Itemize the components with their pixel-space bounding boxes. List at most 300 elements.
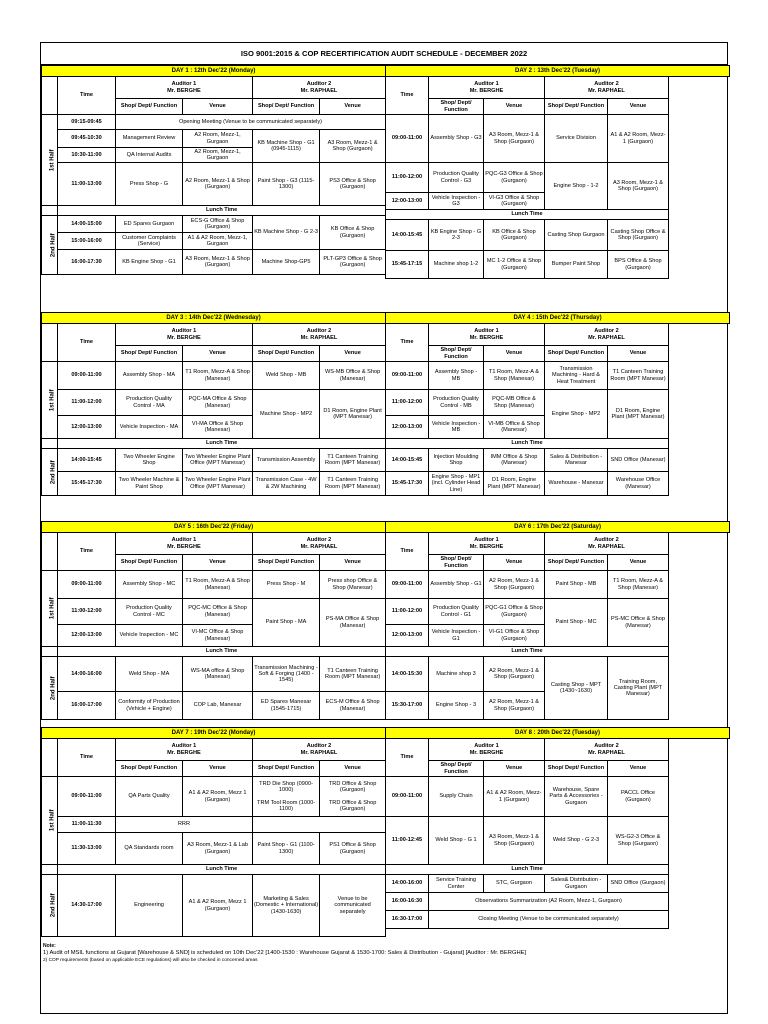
auditor2-venue: A3 Room, Mezz-1 & Shop (Gurgaon) bbox=[608, 163, 669, 210]
auditor1-venue: A1 & A2 Room, Mezz-1 (Gurgaon) bbox=[484, 777, 545, 817]
lunch-time: Lunch Time bbox=[386, 210, 669, 220]
auditor2-header bbox=[252, 739, 385, 761]
shop-column-header: Shop/ Dept/ Function bbox=[545, 761, 608, 777]
schedule-row bbox=[386, 571, 730, 599]
auditor2-activity: KB Machine Shop - G 2-3 bbox=[252, 216, 319, 250]
day-heading: DAY 8 : 20th Dec'22 (Tuesday) bbox=[386, 728, 730, 739]
schedule-row bbox=[386, 599, 730, 625]
day-table bbox=[41, 65, 386, 275]
auditor2-venue: SND Office (Gurgaon) bbox=[608, 875, 669, 893]
schedule-row bbox=[42, 777, 386, 817]
auditor2-activity: Machine Shop-GP5 bbox=[252, 250, 319, 275]
time-slot: 14:30-17:00 bbox=[58, 875, 116, 937]
time-slot: 11:00-12:45 bbox=[386, 817, 429, 865]
lunch-spacer bbox=[42, 647, 58, 657]
auditor1-activity: Assembly Shop - G3 bbox=[429, 115, 484, 163]
auditor2-title: Auditor 2 bbox=[594, 81, 619, 88]
auditor2-activity: KB Machine Shop - G1 (0945-1115) bbox=[252, 130, 319, 163]
lunch-row bbox=[386, 439, 730, 449]
auditor2-title: Auditor 2 bbox=[306, 328, 332, 335]
auditor1-venue: A2 Room, Mezz-1, Gurgaon bbox=[183, 130, 253, 148]
auditor1-venue: D1 Room, Engine Plant (MPT Manesar) bbox=[484, 472, 545, 496]
auditor1-title: Auditor 1 bbox=[171, 328, 197, 335]
auditor1-venue: KB Office & Shop (Gurgaon) bbox=[484, 220, 545, 251]
lunch-time: Lunch Time bbox=[58, 647, 386, 657]
note-2: 2) COP requirements (based on applicable ECE regulations) will also be checked in concerned areas bbox=[43, 957, 258, 963]
auditor2-name: Mr. RAPHAEL bbox=[588, 749, 625, 756]
auditor1-venue: VI-G3 Office & Shop (Gurgaon) bbox=[484, 193, 545, 210]
venue-column-header: Venue bbox=[608, 99, 669, 115]
lunch-time: Lunch Time bbox=[58, 439, 386, 449]
shop-column-header: Shop/ Dept/ Function bbox=[545, 555, 608, 571]
page-title: ISO 9001:2015 & COP RECERTIFICATION AUDIT SCHEDULE - DECEMBER 2022 bbox=[41, 43, 727, 65]
day-table bbox=[41, 727, 386, 937]
day-heading: DAY 7 : 19th Dec'22 (Monday) bbox=[42, 728, 386, 739]
time-slot: 15:45-17:30 bbox=[58, 472, 116, 496]
day-heading: DAY 5 : 16th Dec'22 (Friday) bbox=[42, 522, 386, 533]
auditor2-venue: PACCL Office (Gurgaon) bbox=[608, 777, 669, 817]
auditor2-venue: PS-MC Office & Shop (Manesar) bbox=[608, 599, 669, 647]
time-header: Time bbox=[386, 533, 429, 571]
auditor2-name: Mr. RAPHAEL bbox=[300, 749, 338, 756]
auditor1-venue: MC 1-2 Office & Shop (Gurgaon) bbox=[484, 251, 545, 279]
auditor1-activity: Production Quality Control - MA bbox=[115, 390, 182, 416]
auditor2-name: Mr. RAPHAEL bbox=[300, 87, 338, 94]
auditor2-activity: Weld Shop - G 2-3 bbox=[545, 817, 608, 865]
auditor2-venue: Press shop Office & Shop (Manesar) bbox=[320, 571, 386, 599]
auditor2-name: Mr. RAPHAEL bbox=[588, 334, 625, 341]
auditor1-venue: VI-MB Office & Shop (Manesar) bbox=[484, 416, 545, 439]
lunch-row bbox=[386, 210, 730, 220]
auditor1-venue: A2 Room, Mezz-1 & Shop (Gurgaon) bbox=[484, 657, 545, 692]
auditor1-activity: Production Quality Control - G1 bbox=[429, 599, 484, 625]
lunch-time: Lunch Time bbox=[58, 206, 386, 216]
lunch-row bbox=[386, 647, 730, 657]
auditor1-activity: QA Standards room bbox=[115, 833, 182, 865]
auditor1-venue: A1 & A2 Room, Mezz-1, Gurgaon bbox=[183, 233, 253, 250]
auditor2-name: Mr. RAPHAEL bbox=[588, 87, 625, 94]
schedule-row bbox=[42, 250, 386, 275]
shop-column-header: Shop/ Dept/ Function bbox=[429, 761, 484, 777]
venue-column-header: Venue bbox=[484, 99, 545, 115]
auditor2-venue: Venue to be communicated separately bbox=[320, 875, 386, 937]
auditor1-venue: VI-MA Office & Shop (Manesar) bbox=[183, 416, 253, 439]
time-slot: 14:00-15:30 bbox=[386, 657, 429, 692]
day-heading: DAY 4 : 15th Dec'22 (Thursday) bbox=[386, 313, 730, 324]
schedule-row bbox=[386, 893, 730, 911]
auditor2-venue: PS-MA Office & Shop (Manesar) bbox=[320, 599, 386, 647]
auditor1-venue: VI-G1 Office & Shop (Gurgaon) bbox=[484, 625, 545, 647]
half-label-2 bbox=[42, 875, 58, 937]
auditor1-title: Auditor 1 bbox=[171, 81, 197, 88]
auditor1-venue: A1 & A2 Room, Mezz 1 (Gurgaon) bbox=[183, 777, 253, 817]
auditor2-venue: KB Office & Shop (Gurgaon) bbox=[320, 216, 386, 250]
venue-column-header: Venue bbox=[484, 555, 545, 571]
merged-activity: Closing Meeting (Venue to be communicated separately) bbox=[429, 911, 669, 929]
auditor1-activity: Customer Complaints (Service) bbox=[115, 233, 182, 250]
shop-column-header: Shop/ Dept/ Function bbox=[429, 346, 484, 362]
auditor1-name: Mr. BERGHE bbox=[469, 749, 504, 756]
time-header: Time bbox=[58, 77, 116, 115]
day-table bbox=[41, 312, 386, 496]
auditor2-activity: Engine Shop - 1-2 bbox=[545, 163, 608, 210]
auditor1-activity: Production Quality Control - MB bbox=[429, 390, 484, 416]
schedule-row bbox=[42, 163, 386, 206]
lunch-time: Lunch Time bbox=[386, 439, 669, 449]
time-header: Time bbox=[386, 739, 429, 777]
auditor2-venue: Training Room, Casting Plant (MPT Manesar) bbox=[608, 657, 669, 720]
auditor1-activity: Production Quality Control - G3 bbox=[429, 163, 484, 193]
auditor2-venue: WS-G2-3 Office & Shop (Gurgaon) bbox=[608, 817, 669, 865]
venue-column-header: Venue bbox=[484, 761, 545, 777]
lunch-row bbox=[42, 647, 386, 657]
auditor1-activity: RRR bbox=[115, 817, 252, 833]
schedule-row bbox=[42, 362, 386, 390]
auditor1-header bbox=[429, 77, 545, 99]
auditor1-name: Mr. BERGHE bbox=[167, 87, 201, 94]
auditor1-venue: STC, Gurgaon bbox=[484, 875, 545, 893]
shop-column-header: Shop/ Dept/ Function bbox=[115, 99, 182, 115]
auditor1-activity: Supply Chain bbox=[429, 777, 484, 817]
auditor1-activity: Vehicle Inspection - G1 bbox=[429, 625, 484, 647]
auditor1-activity: KB Engine Shop - G1 bbox=[115, 250, 182, 275]
auditor2-activity: Marketing & Sales (Domestic + International) (1430-1630) bbox=[252, 875, 319, 937]
time-header: Time bbox=[386, 77, 429, 115]
time-slot: 12:00-13:00 bbox=[58, 416, 116, 439]
auditor2-title: Auditor 2 bbox=[594, 743, 619, 750]
half-label-2-text: 2nd Half bbox=[50, 460, 57, 484]
schedule-row bbox=[386, 817, 730, 865]
venue-column-header: Venue bbox=[320, 555, 386, 571]
auditor2-venue: D1 Room, Engine Plant (MPT Manesar) bbox=[320, 390, 386, 439]
auditor2-venue: A3 Room, Mezz-1 & Shop (Gurgaon) bbox=[320, 130, 386, 163]
shop-column-header: Shop/ Dept/ Function bbox=[115, 346, 182, 362]
auditor1-activity: Assembly Shop - MB bbox=[429, 362, 484, 390]
schedule-row bbox=[386, 362, 730, 390]
time-slot: 11:00-12:00 bbox=[58, 390, 116, 416]
notes-section bbox=[43, 943, 725, 964]
time-slot: 16:00-17:00 bbox=[58, 692, 116, 720]
time-slot: 09:00-11:00 bbox=[386, 571, 429, 599]
auditor1-activity: Engine Shop - MP1 (incl. Cylinder Head Line) bbox=[429, 472, 484, 496]
auditor2-venue: A1 & A2 Room, Mezz-1 (Gurgaon) bbox=[608, 115, 669, 163]
time-slot: 10:30-11:00 bbox=[58, 148, 116, 163]
auditor2-venue: T1 Canteen Training Room (MPT Manesar) bbox=[320, 472, 386, 496]
venue-column-header: Venue bbox=[608, 346, 669, 362]
auditor2-title: Auditor 2 bbox=[306, 537, 332, 544]
auditor2-activity: Paint Shop - G1 (1100-1300) bbox=[252, 833, 319, 865]
auditor1-activity: QA Internal Audits bbox=[115, 148, 182, 163]
schedule-row bbox=[42, 115, 386, 130]
lunch-spacer bbox=[42, 206, 58, 216]
auditor2-name: Mr. RAPHAEL bbox=[300, 543, 338, 550]
day-table bbox=[385, 312, 730, 496]
auditor1-name: Mr. BERGHE bbox=[167, 334, 201, 341]
shop-column-header: Shop/ Dept/ Function bbox=[429, 99, 484, 115]
time-slot: 14:00-16:00 bbox=[386, 875, 429, 893]
auditor1-activity: Weld Shop - MA bbox=[115, 657, 182, 692]
auditor2-venue: T1 Canteen Training Room (MPT Manesar) bbox=[320, 657, 386, 692]
notes-label: Note: bbox=[43, 943, 56, 949]
auditor1-venue: PQC-MB Office & Shop (Manesar) bbox=[484, 390, 545, 416]
auditor2-activity: Weld Shop - MB bbox=[252, 362, 319, 390]
time-slot: 09:00-11:00 bbox=[58, 571, 116, 599]
schedule-row bbox=[386, 472, 730, 496]
auditor2-activity: Machine Shop - MP2 bbox=[252, 390, 319, 439]
auditor1-title: Auditor 1 bbox=[474, 328, 499, 335]
auditor1-activity: Assembly Shop - MA bbox=[115, 362, 182, 390]
auditor1-activity: Production Quality Control - MC bbox=[115, 599, 182, 625]
shop-column-header: Shop/ Dept/ Function bbox=[252, 555, 319, 571]
auditor1-header bbox=[429, 533, 545, 555]
schedule-row bbox=[42, 571, 386, 599]
shop-column-header: Shop/ Dept/ Function bbox=[545, 346, 608, 362]
auditor2-activity: Paint Shop - G3 (1115-1300) bbox=[252, 163, 319, 206]
auditor1-activity: Assembly Shop - MC bbox=[115, 571, 182, 599]
auditor2-activity: Casting Shop - MPT (1430~1630) bbox=[545, 657, 608, 720]
auditor1-title: Auditor 1 bbox=[474, 537, 499, 544]
auditor2-header bbox=[252, 77, 385, 99]
half-label-1 bbox=[42, 362, 58, 439]
shop-column-header: Shop/ Dept/ Function bbox=[545, 99, 608, 115]
schedule-row bbox=[386, 911, 730, 929]
auditor2-venue: PS1 Office & Shop (Gurgaon) bbox=[320, 833, 386, 865]
time-slot: 16:30-17:00 bbox=[386, 911, 429, 929]
time-header: Time bbox=[58, 324, 116, 362]
schedule-row bbox=[386, 657, 730, 692]
auditor2-venue: PS3 Office & Shop (Gurgaon) bbox=[320, 163, 386, 206]
time-slot: 16:00-16:30 bbox=[386, 893, 429, 911]
day-heading: DAY 6 : 17th Dec'22 (Saturday) bbox=[386, 522, 730, 533]
auditor2-venue: BPS Office & Shop (Gurgaon) bbox=[608, 251, 669, 279]
time-slot: 14:00-15:45 bbox=[58, 449, 116, 472]
half-spacer bbox=[42, 77, 58, 115]
schedule-row bbox=[386, 449, 730, 472]
venue-column-header: Venue bbox=[320, 99, 386, 115]
day-heading: DAY 3 : 14th Dec'22 (Wednesday) bbox=[42, 313, 386, 324]
auditor2-activity: Paint Shop - MB bbox=[545, 571, 608, 599]
auditor2-activity: Press Shop - M bbox=[252, 571, 319, 599]
schedule-row bbox=[42, 449, 386, 472]
auditor1-name: Mr. BERGHE bbox=[167, 749, 201, 756]
half-label-2-text: 2nd Half bbox=[50, 893, 57, 918]
time-slot: 09:45-10:30 bbox=[58, 130, 116, 148]
auditor1-header bbox=[429, 324, 545, 346]
time-slot: 11:00-13:00 bbox=[58, 163, 116, 206]
day-heading: DAY 1 : 12th Dec'22 (Monday) bbox=[42, 66, 386, 77]
time-slot: 09:00-11:00 bbox=[58, 362, 116, 390]
auditor2-venue: WS-MB Office & Shop (Manesar) bbox=[320, 362, 386, 390]
day-table bbox=[385, 65, 730, 279]
schedule-row bbox=[42, 472, 386, 496]
auditor2-activity: ED Spares Manesar (1545-1715) bbox=[252, 692, 319, 720]
auditor1-header bbox=[115, 739, 252, 761]
auditor2-activity-part2: TRM Tool Room (1000-1100) bbox=[257, 799, 316, 812]
auditor1-venue: A3 Room, Mezz-1 & Shop (Gurgaon) bbox=[183, 250, 253, 275]
auditor2-activity: Bumper Paint Shop bbox=[545, 251, 608, 279]
schedule-row bbox=[42, 833, 386, 865]
half-label-1-text: 1st Half bbox=[49, 597, 56, 620]
auditor2-header bbox=[545, 77, 669, 99]
auditor1-activity: Injection Moulding Shop bbox=[429, 449, 484, 472]
time-header: Time bbox=[58, 533, 116, 571]
auditor1-activity: KB Engine Shop - G 2-3 bbox=[429, 220, 484, 251]
shop-column-header: Shop/ Dept/ Function bbox=[252, 761, 319, 777]
auditor1-venue: PQC-MC Office & Shop (Manesar) bbox=[183, 599, 253, 625]
shop-column-header: Shop/ Dept/ Function bbox=[252, 99, 319, 115]
auditor1-activity: Engine Shop - 3 bbox=[429, 692, 484, 720]
auditor1-venue: Two Wheeler Engine Plant Office (MPT Manesar) bbox=[183, 472, 253, 496]
auditor1-venue: A3 Room, Mezz-1 & Shop (Gurgaon) bbox=[484, 115, 545, 163]
auditor1-activity: Vehicle Inspection - G3 bbox=[429, 193, 484, 210]
schedule-row bbox=[42, 692, 386, 720]
auditor1-title: Auditor 1 bbox=[171, 743, 197, 750]
time-slot: 14:00-15:45 bbox=[386, 449, 429, 472]
half-label-2 bbox=[42, 657, 58, 720]
auditor1-venue: VI-MC Office & Shop (Manesar) bbox=[183, 625, 253, 647]
auditor2-activity-part1: TRD Die Shop (0900-1000) bbox=[259, 781, 313, 794]
auditor1-activity: Two Wheeler Machine & Paint Shop bbox=[115, 472, 182, 496]
lunch-row bbox=[42, 439, 386, 449]
half-label-1-text: 1st Half bbox=[49, 149, 56, 171]
venue-column-header: Venue bbox=[320, 346, 386, 362]
time-slot: 09:00-11:00 bbox=[386, 115, 429, 163]
auditor1-title: Auditor 1 bbox=[171, 537, 197, 544]
auditor1-header bbox=[115, 533, 252, 555]
time-slot: 14:00-15:00 bbox=[58, 216, 116, 233]
lunch-row bbox=[42, 206, 386, 216]
auditor1-name: Mr. BERGHE bbox=[469, 87, 504, 94]
auditor1-title: Auditor 1 bbox=[474, 743, 499, 750]
auditor2-header bbox=[545, 324, 669, 346]
auditor1-activity: QA Parts Quality bbox=[115, 777, 182, 817]
schedule-frame bbox=[40, 42, 728, 1014]
auditor1-venue: PQC-MA Office & Shop (Manesar) bbox=[183, 390, 253, 416]
lunch-spacer bbox=[42, 865, 58, 875]
auditor2-venue: PLT-GP3 Office & Shop (Gurgaon) bbox=[320, 250, 386, 275]
half-label-1 bbox=[42, 571, 58, 647]
lunch-row bbox=[386, 865, 730, 875]
auditor2-activity bbox=[252, 777, 319, 817]
time-slot: 11:00-11:30 bbox=[58, 817, 116, 833]
auditor1-header bbox=[115, 324, 252, 346]
time-slot: 15:30-17:00 bbox=[386, 692, 429, 720]
lunch-time: Lunch Time bbox=[58, 865, 386, 875]
schedule-row bbox=[42, 130, 386, 148]
time-slot: 15:45-17:30 bbox=[386, 472, 429, 496]
time-slot: 11:30-13:00 bbox=[58, 833, 116, 865]
schedule-row bbox=[42, 817, 386, 833]
auditor1-name: Mr. BERGHE bbox=[167, 543, 201, 550]
schedule-row bbox=[386, 163, 730, 193]
auditor1-activity: ED Spares Gurgaon bbox=[115, 216, 182, 233]
lunch-time: Lunch Time bbox=[386, 865, 669, 875]
auditor1-venue: A3 Room, Mezz-1 & Shop (Gurgaon) bbox=[484, 817, 545, 865]
merged-activity: Opening Meeting (Venue to be communicated separately) bbox=[115, 115, 385, 130]
schedule-row bbox=[42, 875, 386, 937]
half-spacer bbox=[42, 324, 58, 362]
auditor2-activity: Service Division bbox=[545, 115, 608, 163]
auditor2-title: Auditor 2 bbox=[594, 328, 619, 335]
auditor2-name: Mr. RAPHAEL bbox=[588, 543, 625, 550]
auditor1-venue: A2 Room, Mezz-1 & Shop (Gurgaon) bbox=[484, 692, 545, 720]
auditor2-venue: D1 Room, Engine Plant (MPT Manesar) bbox=[608, 390, 669, 439]
auditor2-header bbox=[545, 533, 669, 555]
schedule-row bbox=[386, 777, 730, 817]
auditor1-activity: Press Shop - G bbox=[115, 163, 182, 206]
time-slot: 11:00-12:00 bbox=[386, 599, 429, 625]
auditor2-header bbox=[252, 533, 385, 555]
schedule-row bbox=[42, 390, 386, 416]
auditor2-activity: Transmission Case - 4W & 2W Machining bbox=[252, 472, 319, 496]
auditor1-name: Mr. BERGHE bbox=[469, 543, 504, 550]
half-label-2-text: 2nd Half bbox=[50, 676, 57, 700]
auditor1-venue: T1 Room, Mezz-A & Shop (Manesar) bbox=[484, 362, 545, 390]
auditor1-activity: Two Wheeler Engine Shop bbox=[115, 449, 182, 472]
auditor1-activity: Machine shop 3 bbox=[429, 657, 484, 692]
auditor2-venue bbox=[320, 777, 386, 817]
time-header: Time bbox=[58, 739, 116, 777]
time-slot: 12:00-13:00 bbox=[386, 193, 429, 210]
auditor2-venue: T1 Canteen Training Room (MPT Manesar) bbox=[320, 449, 386, 472]
auditor1-venue: A1 & A2 Room, Mezz 1 (Gurgaon) bbox=[183, 875, 253, 937]
time-slot: 14:00-16:00 bbox=[58, 657, 116, 692]
auditor2-title: Auditor 2 bbox=[306, 743, 332, 750]
time-slot: 14:00-15:45 bbox=[386, 220, 429, 251]
auditor2-venue: T1 Canteen Training Room (MPT Manesar) bbox=[608, 362, 669, 390]
auditor1-header bbox=[429, 739, 545, 761]
note-1: 1) Audit of MSIL functions at Gujarat [Warehouse & SND] is scheduled on 10th Dec'22 [1400-1530 : Warehouse Gujarat & 1530-1700: Sales & Distribution - Gujarat] [Auditor : Mr. BERGHE] bbox=[43, 949, 527, 956]
auditor1-venue: A3 Room, Mezz-1 & Lab (Gurgaon) bbox=[183, 833, 253, 865]
day-table bbox=[385, 727, 730, 929]
half-spacer bbox=[42, 533, 58, 571]
auditor2-venue: SND Office (Manesar) bbox=[608, 449, 669, 472]
auditor1-venue: T1 Room, Mezz-A & Shop (Manesar) bbox=[183, 362, 253, 390]
auditor2-header bbox=[545, 739, 669, 761]
auditor1-activity: Machine shop 1-2 bbox=[429, 251, 484, 279]
auditor2-venue: Casting Shop Office & Shop (Gurgaon) bbox=[608, 220, 669, 251]
venue-column-header: Venue bbox=[608, 761, 669, 777]
auditor2-activity: Casting Shop Gurgaon bbox=[545, 220, 608, 251]
venue-column-header: Venue bbox=[183, 555, 253, 571]
auditor2-activity: Sales& Distribution - Gurgaon bbox=[545, 875, 608, 893]
half-label-1-text: 1st Half bbox=[49, 809, 56, 832]
auditor2-venue: ECS-M Office & Shop (Manesar) bbox=[320, 692, 386, 720]
time-slot: 09:15-09:45 bbox=[58, 115, 116, 130]
auditor2-activity: Warehouse - Manesar bbox=[545, 472, 608, 496]
auditor1-name: Mr. BERGHE bbox=[469, 334, 504, 341]
shop-column-header: Shop/ Dept/ Function bbox=[252, 346, 319, 362]
shop-column-header: Shop/ Dept/ Function bbox=[115, 761, 182, 777]
time-slot: 11:00-12:00 bbox=[58, 599, 116, 625]
auditor2-header bbox=[252, 324, 385, 346]
auditor1-activity: Vehicle Inspection - MA bbox=[115, 416, 182, 439]
auditor1-title: Auditor 1 bbox=[474, 81, 499, 88]
time-slot: 09:00-11:00 bbox=[386, 362, 429, 390]
auditor2-venue: Warehouse Office (Manesar) bbox=[608, 472, 669, 496]
schedule-row bbox=[386, 220, 730, 251]
auditor2-name: Mr. RAPHAEL bbox=[300, 334, 338, 341]
schedule-row bbox=[42, 216, 386, 233]
shop-column-header: Shop/ Dept/ Function bbox=[429, 555, 484, 571]
auditor1-activity: Weld Shop - G 1 bbox=[429, 817, 484, 865]
auditor2-venue-part2: TRD Office & Shop (Gurgaon) bbox=[328, 799, 377, 812]
merged-activity: Observations Summarization (A2 Room, Mezz-1, Gurgaon) bbox=[429, 893, 669, 911]
auditor1-activity: Assembly Shop - G1 bbox=[429, 571, 484, 599]
auditor1-activity: Service Training Center bbox=[429, 875, 484, 893]
auditor1-venue: A2 Room, Mezz-1 & Shop (Gurgaon) bbox=[484, 571, 545, 599]
auditor2-activity: Paint Shop - MA bbox=[252, 599, 319, 647]
